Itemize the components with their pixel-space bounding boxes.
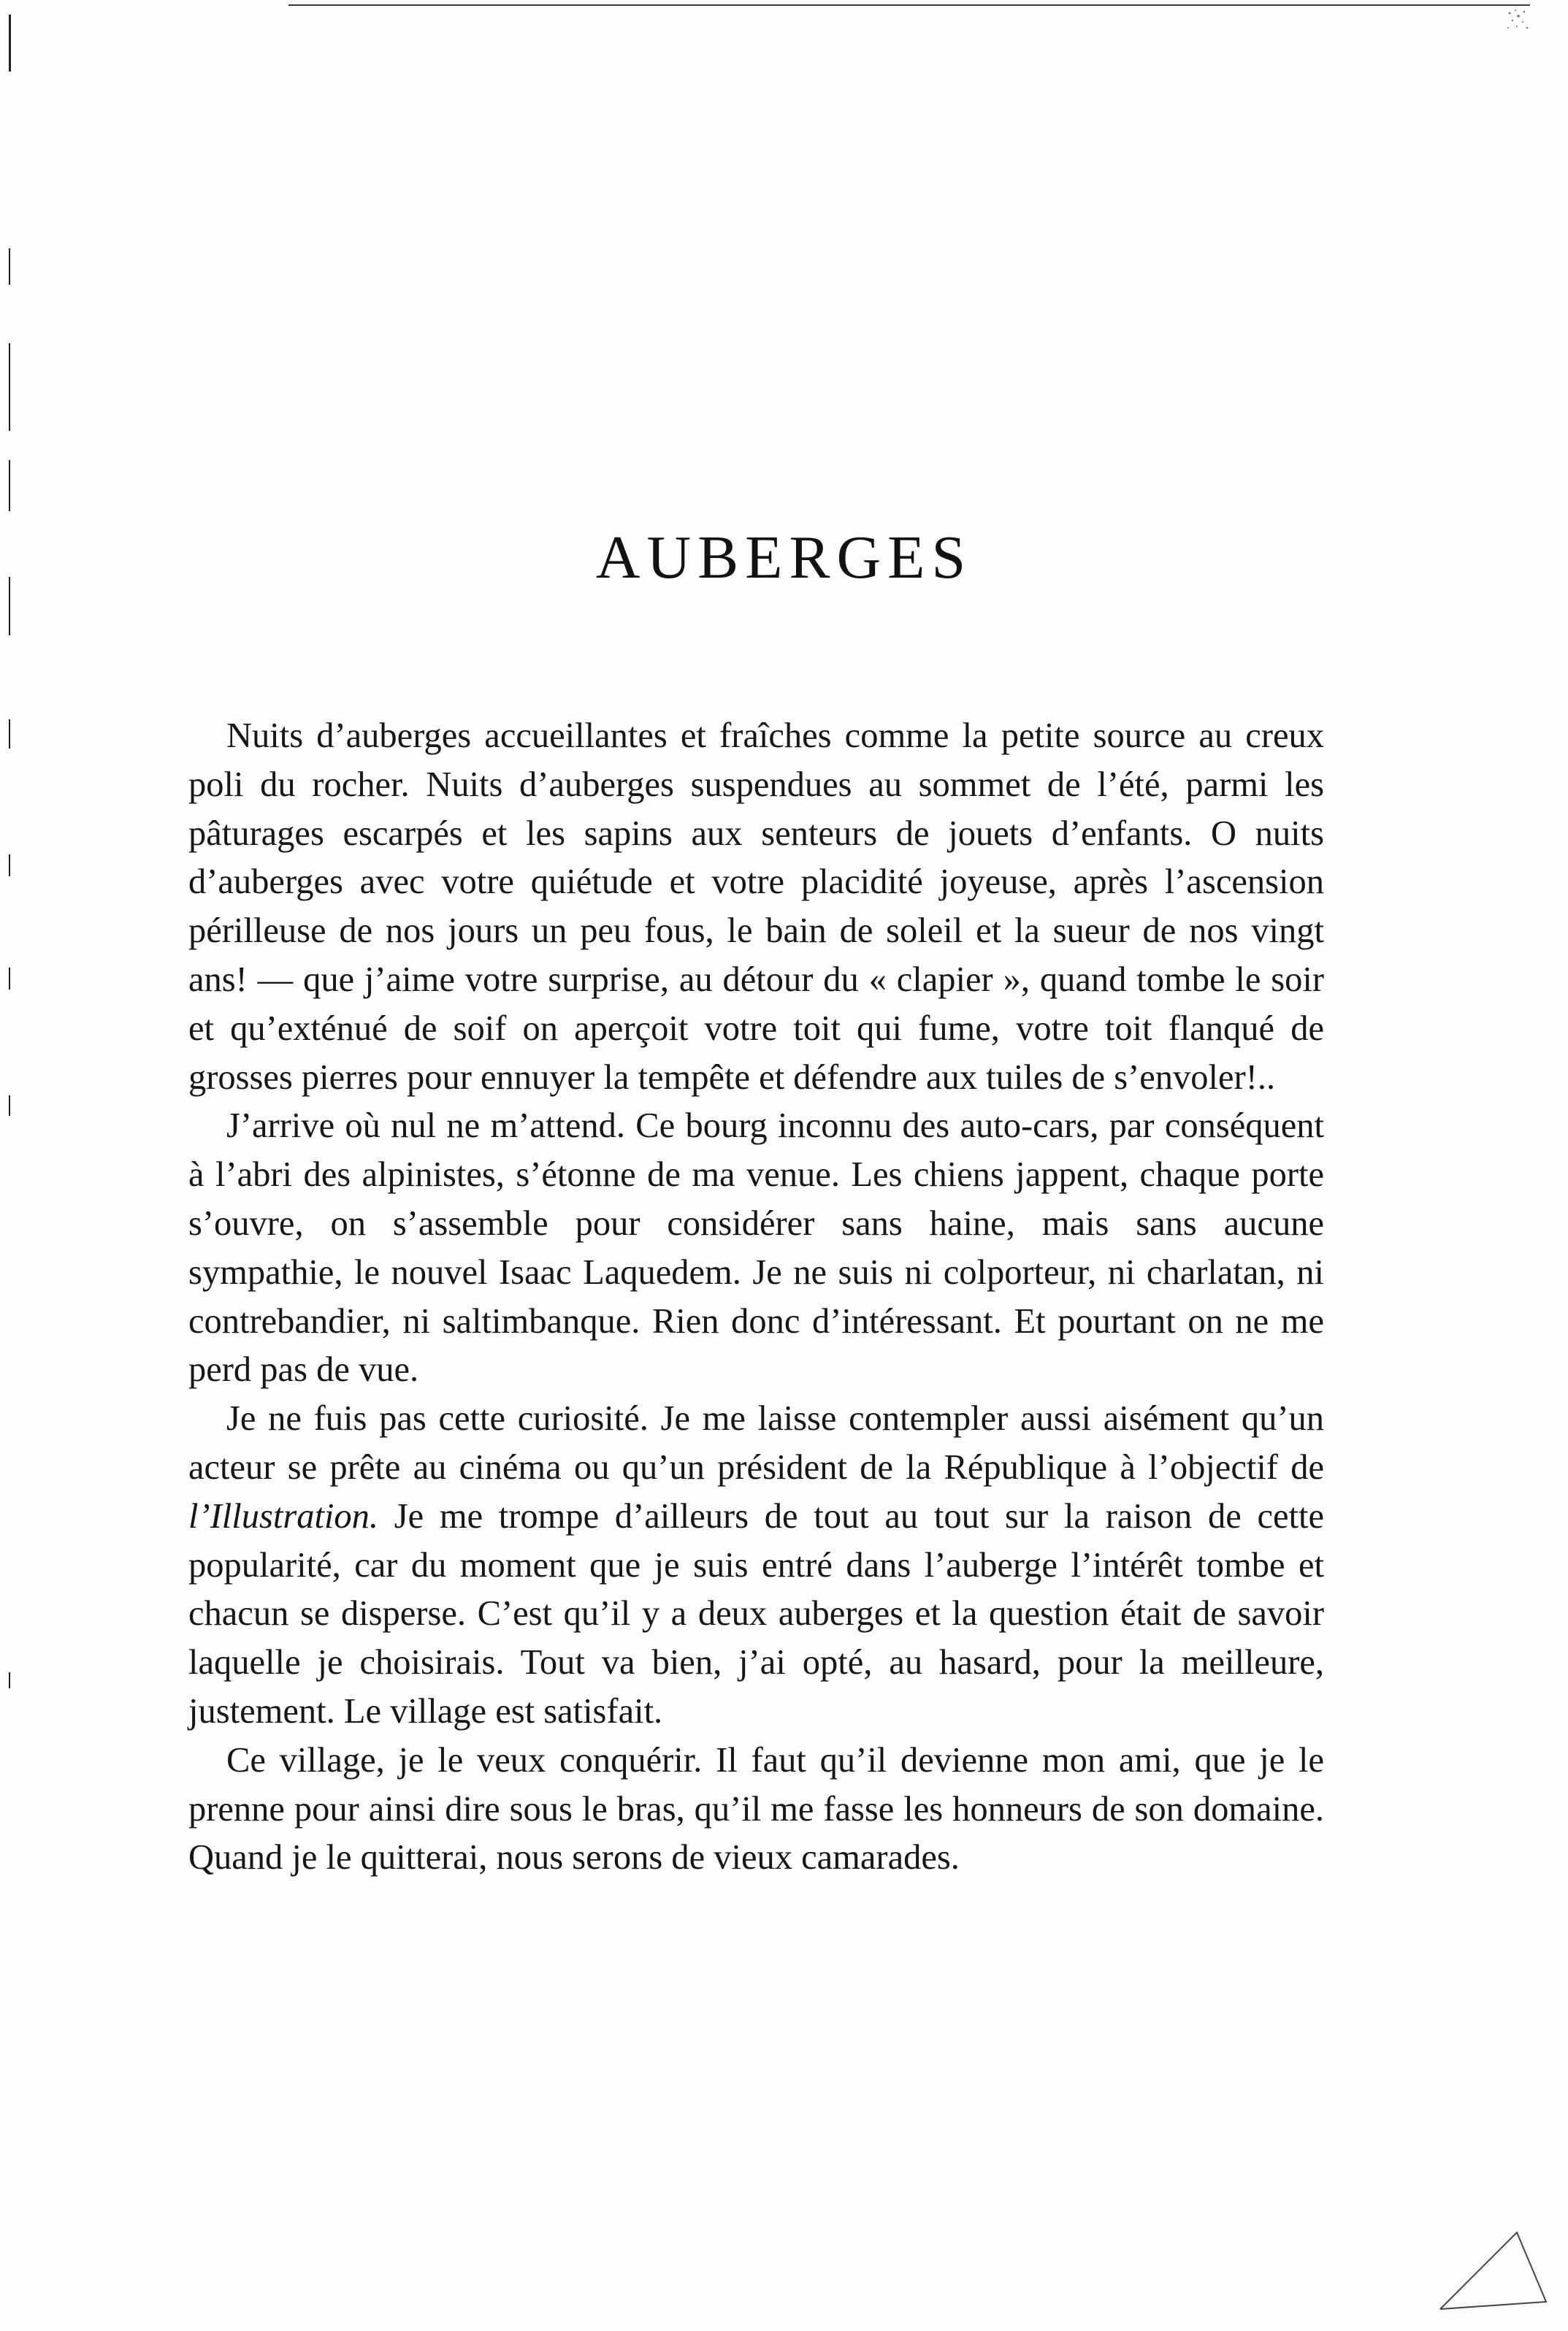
paragraph: [188, 1395, 1324, 1737]
scan-left-edge-mark: [9, 968, 10, 990]
chapter-title: AUBERGES: [595, 524, 973, 592]
body-text: [188, 712, 1324, 1883]
scan-left-edge-mark: [9, 248, 10, 285]
italic-segment: l’Illustration.: [188, 1496, 379, 1536]
page-corner-fold-mark: [1437, 2221, 1553, 2316]
scan-left-edge-mark: [9, 343, 10, 431]
text-segment: J’arrive où nul ne m’attend. Ce bourg inconnu des auto-cars, par conséquent à l’abri des alpinistes, s’étonne de ma venue. Les chiens jappent, chaque porte s’ouvre, on s’assemble pour considérer sans haine, mais sans aucune sympathie, le nouvel Isaac Laquedem. Je ne suis ni colporteur, ni charlatan, ni contrebandier, ni saltimbanque. Rien donc d’intéressant. Et pourtant on ne me perd pas de vue.: [188, 1106, 1324, 1390]
scan-top-edge-line: [288, 4, 1530, 6]
text-segment: Nuits d’auberges accueillantes et fraîches comme la petite source au creux poli du rocher. Nuits d’auberges suspendues au sommet de l’été, parmi les pâturages escarpés et les sapins aux senteurs de jouets d’enfants. O nuits d’auberges avec votre quiétude et votre placidité joyeuse, après l’ascension périlleuse de nos jours un peu fous, le bain de soleil et la sueur de nos vingt ans! — que j’aime votre surprise, au détour du « clapier », quand tombe le soir et qu’exténué de soif on aperçoit votre toit qui fume, votre toit flanqué de grosses pierres pour ennuyer la tempête et défendre aux tuiles de s’envoler!..: [188, 716, 1324, 1097]
paragraph: [188, 712, 1324, 1102]
scan-left-edge-mark: [9, 1095, 10, 1116]
text-segment: Je me trompe d’ailleurs de tout au tout sur la raison de cette popularité, car du moment que je suis entré dans l’auberge l’intérêt tombe et chacun se disperse. C’est qu’il y a deux auberges et la question était de savoir laquelle je choisirais. Tout va bien, j’ai opté, au hasard, pour la meilleure, justement. Le village est satisfait.: [188, 1496, 1324, 1731]
text-segment: Ce village, je le veux conquérir. Il faut qu’il devienne mon ami, que je le prenne pour ainsi dire sous le bras, qu’il me fasse les honneurs de son domaine. Quand je le quitterai, nous serons de vieux camarades.: [188, 1740, 1324, 1878]
scan-speck-mark: [1502, 6, 1539, 39]
scan-left-edge-mark: [9, 460, 10, 511]
paragraph: [188, 1737, 1324, 1883]
scan-left-edge-mark: [9, 1672, 10, 1688]
scan-left-edge-mark: [9, 15, 11, 72]
text-segment: Je ne fuis pas cette curiosité. Je me laisse contempler aussi aisément qu’un acteur se prête au cinéma ou qu’un président de la République à l’objectif de: [188, 1399, 1324, 1487]
scan-left-edge-mark: [9, 854, 10, 876]
paragraph: [188, 1102, 1324, 1395]
scan-left-edge-mark: [9, 719, 10, 749]
